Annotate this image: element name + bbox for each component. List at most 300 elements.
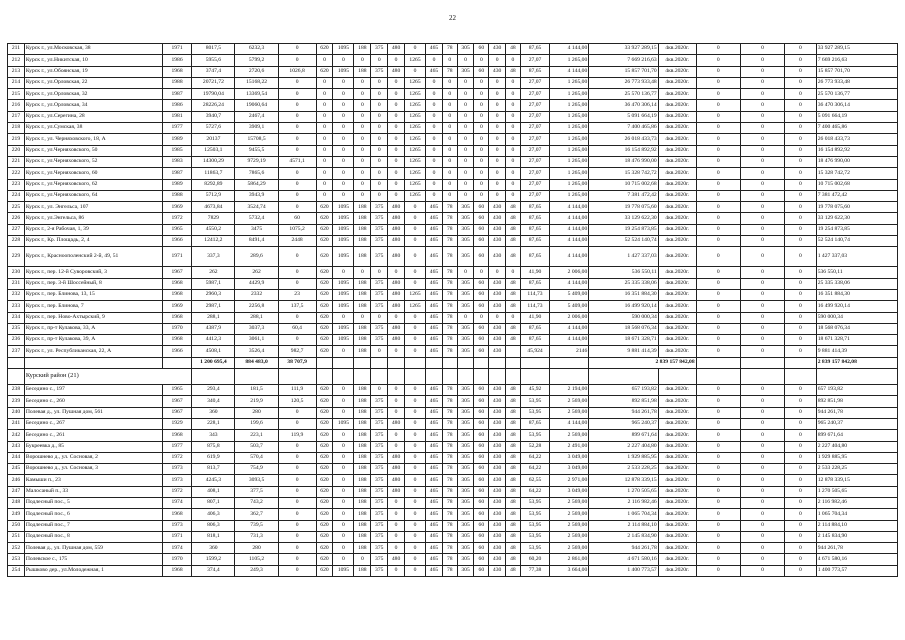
cell-cost-foundation: 0 bbox=[489, 145, 506, 156]
cell-fund-regional: 0 bbox=[696, 475, 740, 486]
cell-cost-foundation: 430 bbox=[489, 335, 506, 346]
cell-living-area: 199,6 bbox=[235, 418, 278, 429]
cell-nonliving-area: 119,9 bbox=[278, 430, 316, 441]
cell-fund-regional: 0 bbox=[696, 441, 740, 452]
cell-total-cost: 25 570 136,77 bbox=[589, 89, 659, 100]
cell-row-number: 227 bbox=[8, 224, 25, 235]
cell-cost-foundation: 0 bbox=[489, 312, 506, 323]
cell-cost-water-hot: 0 bbox=[426, 168, 443, 179]
cell-total-area: 5712,9 bbox=[192, 190, 235, 201]
cell-total-area: 262 bbox=[192, 267, 235, 278]
cell-cost-gas: 78 bbox=[442, 289, 457, 300]
cell-cost-foundation: 430 bbox=[489, 452, 506, 463]
cell-nonliving-area: 0 bbox=[278, 267, 316, 278]
cell-fund-local: 0 bbox=[740, 396, 784, 407]
cell-nonliving-area: 0 bbox=[278, 509, 316, 520]
cell-cost-sewer: 0 bbox=[457, 89, 474, 100]
cell-cost-other: 48 bbox=[506, 565, 521, 576]
cell-cost-basement: 0 bbox=[474, 267, 489, 278]
cell-cost-basement: 0 bbox=[474, 89, 489, 100]
cell-row-number: 250 bbox=[8, 520, 25, 531]
cell-cost-sewer: 305 bbox=[457, 66, 474, 77]
cell-fund-local: 0 bbox=[740, 156, 784, 167]
cell-fund-owner: 0 bbox=[785, 134, 817, 145]
cell-unit-cost: 27,07 bbox=[520, 100, 549, 111]
cell-living-area: 219,9 bbox=[235, 396, 278, 407]
cell-cost-elevator: 0 bbox=[404, 385, 425, 396]
cell-cost-heat: 375 bbox=[371, 247, 388, 267]
cell-fund-local: 0 bbox=[740, 55, 784, 66]
cell-cost-sewer: 305 bbox=[457, 278, 474, 289]
cell-cost-elevator: 0 bbox=[404, 475, 425, 486]
cell-address: Курск г., ул.Московская, 38 bbox=[24, 44, 162, 55]
cell-cost-facade: 0 bbox=[333, 77, 354, 88]
cell-cost-facade: 1095 bbox=[333, 301, 354, 312]
cell-cost-facade: 0 bbox=[333, 452, 354, 463]
cell-total-area: 408,1 bbox=[192, 486, 235, 497]
cell-build-year: 1974 bbox=[162, 543, 191, 554]
cell-cost-elevator: 1265 bbox=[404, 100, 425, 111]
cell-unit-cost: 53,95 bbox=[520, 531, 549, 542]
cell-cost-other: 0 bbox=[506, 156, 521, 167]
cell-cost-other: 48 bbox=[506, 396, 521, 407]
cell-fund-local: 0 bbox=[740, 123, 784, 134]
cell-cost-gas: 78 bbox=[442, 335, 457, 346]
cell-build-year: 1970 bbox=[162, 323, 191, 334]
total-living-area: 884 483,0 bbox=[235, 357, 278, 368]
cell-nonliving-area: 0 bbox=[278, 111, 316, 122]
cell-build-year: 1968 bbox=[162, 509, 191, 520]
cell-cost-water-hot: 0 bbox=[426, 145, 443, 156]
cell-fund-total: 25 335 338,06 bbox=[816, 278, 897, 289]
cell-nonliving-area: 0 bbox=[278, 543, 316, 554]
cell-row-number: 252 bbox=[8, 543, 25, 554]
cell-cost-water-cold: 0 bbox=[388, 543, 405, 554]
cell-total-cost: 12 878 339,15 bbox=[589, 475, 659, 486]
cell-build-year: 1972 bbox=[162, 452, 191, 463]
cell-cost-foundation: 0 bbox=[489, 190, 506, 201]
cell-total-area: 228,1 bbox=[192, 418, 235, 429]
table-row bbox=[8, 554, 898, 565]
cell-cost-sewer: 305 bbox=[457, 202, 474, 213]
cell-living-area: 249,3 bbox=[235, 565, 278, 576]
cell-deadline: 4кв.2020г. bbox=[658, 247, 696, 267]
cell-fund-total: 2 227 404,80 bbox=[816, 441, 897, 452]
cell-fund-regional: 0 bbox=[696, 44, 740, 55]
cell-cost-other: 0 bbox=[506, 179, 521, 190]
cell-address: Курск г., ул.Сумская, 38 bbox=[24, 123, 162, 134]
cell-living-area: 5799,2 bbox=[235, 55, 278, 66]
cell-cost-roof: 620 bbox=[316, 554, 333, 565]
cell-fund-total: 16 154 892,92 bbox=[816, 145, 897, 156]
cell-cost-per-sqm: 2 569,00 bbox=[550, 497, 589, 508]
cell-unit-cost: 87,65 bbox=[520, 335, 549, 346]
table-row bbox=[8, 168, 898, 179]
cell-cost-foundation: 430 bbox=[489, 346, 506, 357]
cell-fund-regional: 0 bbox=[696, 213, 740, 224]
cell-fund-owner: 0 bbox=[785, 55, 817, 66]
cell-cost-water-cold: 480 bbox=[388, 464, 405, 475]
cell-build-year: 1966 bbox=[162, 346, 191, 357]
cell-cost-electric: 188 bbox=[354, 543, 371, 554]
cell-cost-per-sqm: 4 144,00 bbox=[550, 224, 589, 235]
cell-cost-per-sqm: 2 194,00 bbox=[550, 385, 589, 396]
cell-fund-local: 0 bbox=[740, 385, 784, 396]
cell-cost-sewer: 305 bbox=[457, 486, 474, 497]
cell-cost-gas: 78 bbox=[442, 520, 457, 531]
cell-unit-cost: 53,95 bbox=[520, 509, 549, 520]
cell-unit-cost: 53,95 bbox=[520, 497, 549, 508]
total-row bbox=[8, 357, 898, 368]
cell-cost-heat: 375 bbox=[371, 224, 388, 235]
cell-cost-roof: 620 bbox=[316, 452, 333, 463]
cell-total-area: 288,1 bbox=[192, 312, 235, 323]
cell-total-cost: 1 400 773,57 bbox=[589, 565, 659, 576]
cell-fund-owner: 0 bbox=[785, 190, 817, 201]
cell-cost-water-hot: 465 bbox=[426, 385, 443, 396]
cell-cost-water-hot: 465 bbox=[426, 66, 443, 77]
cell-cost-gas: 0 bbox=[442, 100, 457, 111]
cell-cost-water-cold: 480 bbox=[388, 202, 405, 213]
cell-cost-gas: 78 bbox=[442, 543, 457, 554]
cell-nonliving-area: 4571,1 bbox=[278, 156, 316, 167]
cell-cost-per-sqm: 2 971,00 bbox=[550, 475, 589, 486]
cell-cost-electric: 0 bbox=[354, 312, 371, 323]
cell-row-number: 248 bbox=[8, 497, 25, 508]
cell-living-area: 3943,9 bbox=[235, 190, 278, 201]
section-header-row bbox=[8, 369, 898, 385]
cell-fund-owner: 0 bbox=[785, 565, 817, 576]
table-row bbox=[8, 475, 898, 486]
cell-deadline: 4кв.2020г. bbox=[658, 156, 696, 167]
cell-row-number: 232 bbox=[8, 289, 25, 300]
cell-cost-basement: 60 bbox=[474, 441, 489, 452]
cell-cost-water-hot: 465 bbox=[426, 247, 443, 267]
cell-cost-per-sqm: 3 049,00 bbox=[550, 464, 589, 475]
cell-cost-elevator: 0 bbox=[404, 224, 425, 235]
cell-cost-heat: 375 bbox=[371, 323, 388, 334]
cell-cost-roof: 620 bbox=[316, 289, 333, 300]
cell-cost-electric: 0 bbox=[354, 89, 371, 100]
table-row bbox=[8, 179, 898, 190]
cell-total-area: 4387,9 bbox=[192, 323, 235, 334]
cell-fund-local: 0 bbox=[740, 407, 784, 418]
cell-address: Курск г., пер. Ново-Ахтырский, 9 bbox=[24, 312, 162, 323]
cell-cost-basement: 60 bbox=[474, 497, 489, 508]
cell-fund-owner: 0 bbox=[785, 509, 817, 520]
cell-cost-per-sqm: 1 265,00 bbox=[550, 134, 589, 145]
cell-build-year: 1987 bbox=[162, 89, 191, 100]
cell-cost-water-cold: 0 bbox=[388, 267, 405, 278]
cell-cost-water-cold: 0 bbox=[388, 407, 405, 418]
cell-cost-water-hot: 465 bbox=[426, 213, 443, 224]
cell-deadline: 4кв.2020г. bbox=[658, 543, 696, 554]
cell-cost-per-sqm: 2 569,00 bbox=[550, 520, 589, 531]
cell-fund-local: 0 bbox=[740, 247, 784, 267]
cell-fund-regional: 0 bbox=[696, 520, 740, 531]
cell-living-area: 280 bbox=[235, 543, 278, 554]
cell-cost-per-sqm: 1 265,00 bbox=[550, 123, 589, 134]
cell-cost-roof: 0 bbox=[316, 179, 333, 190]
cell-total-area: 818,1 bbox=[192, 531, 235, 542]
page-number: 22 bbox=[449, 14, 456, 22]
cell-cost-facade: 0 bbox=[333, 441, 354, 452]
cell-row-number: 223 bbox=[8, 179, 25, 190]
cell-deadline: 4кв.2020г. bbox=[658, 111, 696, 122]
cell-fund-local: 0 bbox=[740, 486, 784, 497]
cell-cost-water-hot: 465 bbox=[426, 475, 443, 486]
cell-cost-facade: 0 bbox=[333, 531, 354, 542]
cell-cost-sewer: 0 bbox=[457, 156, 474, 167]
cell-cost-other: 48 bbox=[506, 301, 521, 312]
cell-fund-regional: 0 bbox=[696, 497, 740, 508]
cell-living-area: 9729,19 bbox=[235, 156, 278, 167]
cell-cost-facade: 0 bbox=[333, 486, 354, 497]
cell-cost-electric: 188 bbox=[354, 565, 371, 576]
table-row bbox=[8, 452, 898, 463]
cell-cost-electric: 0 bbox=[354, 267, 371, 278]
cell-cost-water-cold: 480 bbox=[388, 475, 405, 486]
table-row bbox=[8, 134, 898, 145]
cell-fund-regional: 0 bbox=[696, 554, 740, 565]
cell-cost-per-sqm: 3 664,00 bbox=[550, 565, 589, 576]
cell-row-number: 231 bbox=[8, 278, 25, 289]
cell-cost-heat: 375 bbox=[371, 441, 388, 452]
cell-cost-foundation: 0 bbox=[489, 123, 506, 134]
cell-cost-gas: 0 bbox=[442, 55, 457, 66]
cell-cost-foundation: 430 bbox=[489, 464, 506, 475]
cell-cost-basement: 60 bbox=[474, 301, 489, 312]
total-area: 1 200 695,4 bbox=[192, 357, 235, 368]
cell-build-year: 1968 bbox=[162, 66, 191, 77]
cell-cost-roof: 620 bbox=[316, 247, 333, 267]
cell-total-area: 340,4 bbox=[192, 396, 235, 407]
cell-cost-electric: 188 bbox=[354, 407, 371, 418]
table-row bbox=[8, 385, 898, 396]
cell-nonliving-area: 0 bbox=[278, 335, 316, 346]
cell-nonliving-area: 0 bbox=[278, 202, 316, 213]
cell-fund-regional: 0 bbox=[696, 430, 740, 441]
cell-unit-cost: 62,55 bbox=[520, 475, 549, 486]
cell-cost-sewer: 305 bbox=[457, 464, 474, 475]
cell-cost-foundation: 430 bbox=[489, 418, 506, 429]
cell-cost-elevator: 0 bbox=[404, 396, 425, 407]
cell-total-cost: 52 524 140,74 bbox=[589, 236, 659, 247]
cell-fund-local: 0 bbox=[740, 44, 784, 55]
cell-cost-water-hot: 465 bbox=[426, 430, 443, 441]
cell-cost-gas: 78 bbox=[442, 407, 457, 418]
cell-cost-basement: 60 bbox=[474, 385, 489, 396]
cell-unit-cost: 27,07 bbox=[520, 89, 549, 100]
cell-cost-roof: 0 bbox=[316, 145, 333, 156]
cell-unit-cost: 87,65 bbox=[520, 66, 549, 77]
cell-cost-other: 48 bbox=[506, 464, 521, 475]
cell-fund-local: 0 bbox=[740, 312, 784, 323]
cell-cost-facade: 1095 bbox=[333, 224, 354, 235]
cell-cost-facade: 0 bbox=[333, 464, 354, 475]
cell-living-area: 377,5 bbox=[235, 486, 278, 497]
cell-nonliving-area: 0 bbox=[278, 168, 316, 179]
cell-unit-cost: 87,65 bbox=[520, 236, 549, 247]
cell-total-cost: 2 145 834,90 bbox=[589, 531, 659, 542]
cell-cost-water-cold: 0 bbox=[388, 179, 405, 190]
cell-fund-total: 5 091 664,19 bbox=[816, 111, 897, 122]
cell-cost-heat: 0 bbox=[371, 145, 388, 156]
table-row bbox=[8, 278, 898, 289]
cell-cost-roof: 620 bbox=[316, 224, 333, 235]
cell-total-cost: 1 065 704,34 bbox=[589, 509, 659, 520]
cell-cost-per-sqm: 4 144,00 bbox=[550, 202, 589, 213]
cell-fund-owner: 0 bbox=[785, 385, 817, 396]
table-row bbox=[8, 418, 898, 429]
cell-cost-elevator: 1265 bbox=[404, 123, 425, 134]
cell-unit-cost: 53,95 bbox=[520, 520, 549, 531]
cell-cost-water-cold: 0 bbox=[388, 520, 405, 531]
cell-cost-gas: 78 bbox=[442, 554, 457, 565]
cell-cost-electric: 188 bbox=[354, 464, 371, 475]
cell-cost-roof: 620 bbox=[316, 486, 333, 497]
cell-cost-heat: 375 bbox=[371, 66, 388, 77]
cell-total-cost: 18 671 328,71 bbox=[589, 335, 659, 346]
cell-cost-facade: 1095 bbox=[333, 289, 354, 300]
cell-fund-local: 0 bbox=[740, 278, 784, 289]
cell-unit-cost: 64,22 bbox=[520, 486, 549, 497]
cell-cost-water-hot: 465 bbox=[426, 497, 443, 508]
cell-unit-cost: 60,20 bbox=[520, 554, 549, 565]
cell-nonliving-area: 0 bbox=[278, 312, 316, 323]
cell-cost-other: 48 bbox=[506, 486, 521, 497]
cell-cost-water-cold: 0 bbox=[388, 385, 405, 396]
cell-cost-water-cold: 480 bbox=[388, 418, 405, 429]
cell-fund-total: 944 261,78 bbox=[816, 407, 897, 418]
cell-cost-sewer: 0 bbox=[457, 134, 474, 145]
cell-cost-elevator: 1265 bbox=[404, 77, 425, 88]
cell-cost-elevator: 0 bbox=[404, 554, 425, 565]
cell-fund-total: 1 929 885,95 bbox=[816, 452, 897, 463]
cell-fund-owner: 0 bbox=[785, 497, 817, 508]
cell-cost-facade: 0 bbox=[333, 554, 354, 565]
cell-fund-local: 0 bbox=[740, 168, 784, 179]
cell-cost-electric: 0 bbox=[354, 168, 371, 179]
cell-living-area: 3061,1 bbox=[235, 335, 278, 346]
table-row bbox=[8, 441, 898, 452]
cell-address: Беседино с., 197 bbox=[24, 385, 162, 396]
cell-cost-water-hot: 465 bbox=[426, 452, 443, 463]
cell-cost-other: 48 bbox=[506, 531, 521, 542]
cell-fund-regional: 0 bbox=[696, 346, 740, 357]
cell-row-number: 230 bbox=[8, 267, 25, 278]
cell-cost-elevator: 1265 bbox=[404, 89, 425, 100]
cell-nonliving-area: 0 bbox=[278, 418, 316, 429]
cell-living-area: 7865,6 bbox=[235, 168, 278, 179]
cell-fund-total: 899 671,64 bbox=[816, 430, 897, 441]
cell-deadline: 4кв.2020г. bbox=[658, 396, 696, 407]
cell-total-area: 5955,6 bbox=[192, 55, 235, 66]
cell-fund-local: 0 bbox=[740, 134, 784, 145]
cell-living-area: 223,1 bbox=[235, 430, 278, 441]
cell-cost-water-cold: 0 bbox=[388, 346, 405, 357]
cell-fund-regional: 0 bbox=[696, 100, 740, 111]
cell-row-number: 242 bbox=[8, 430, 25, 441]
cell-cost-gas: 78 bbox=[442, 301, 457, 312]
cell-nonliving-area: 0 bbox=[278, 497, 316, 508]
cell-cost-electric: 0 bbox=[354, 190, 371, 201]
cell-deadline: 4кв.2020г. bbox=[658, 475, 696, 486]
cell-cost-basement: 60 bbox=[474, 202, 489, 213]
cell-row-number: 229 bbox=[8, 247, 25, 267]
cell-cost-other: 48 bbox=[506, 202, 521, 213]
cell-build-year: 1974 bbox=[162, 497, 191, 508]
cell-cost-facade: 0 bbox=[333, 396, 354, 407]
cell-total-area: 2960,3 bbox=[192, 289, 235, 300]
cell-cost-sewer: 305 bbox=[457, 236, 474, 247]
cell-deadline: 4кв.2020г. bbox=[658, 89, 696, 100]
cell-total-cost: 16 351 884,30 bbox=[589, 289, 659, 300]
cell-living-area: 503,7 bbox=[235, 441, 278, 452]
cell-cost-roof: 620 bbox=[316, 278, 333, 289]
cell-fund-owner: 0 bbox=[785, 486, 817, 497]
cell-cost-sewer: 305 bbox=[457, 247, 474, 267]
cell-build-year: 1972 bbox=[162, 213, 191, 224]
cell-unit-cost: 27,07 bbox=[520, 145, 549, 156]
cell-cost-electric: 188 bbox=[354, 486, 371, 497]
cell-deadline: 4кв.2020г. bbox=[658, 554, 696, 565]
cell-living-area: 743,2 bbox=[235, 497, 278, 508]
cell-total-area: 343 bbox=[192, 430, 235, 441]
cell-deadline: 4кв.2020г. bbox=[658, 430, 696, 441]
cell-fund-owner: 0 bbox=[785, 301, 817, 312]
cell-cost-other: 0 bbox=[506, 168, 521, 179]
cell-unit-cost: 27,07 bbox=[520, 111, 549, 122]
cell-deadline: 4кв.2020г. bbox=[658, 190, 696, 201]
cell-address: Полевское с., 175 bbox=[24, 554, 162, 565]
cell-fund-total: 16 351 884,30 bbox=[816, 289, 897, 300]
cell-address: Курск г., ул.Черняховского, 64 bbox=[24, 190, 162, 201]
cell-deadline: 4кв.2020г. bbox=[658, 520, 696, 531]
cell-address: Малосаный п., 33 bbox=[24, 486, 162, 497]
cell-cost-foundation: 430 bbox=[489, 66, 506, 77]
cell-address: Курск г., ул.Черняховского, 52 bbox=[24, 156, 162, 167]
cell-row-number: 249 bbox=[8, 509, 25, 520]
cell-fund-total: 52 524 140,74 bbox=[816, 236, 897, 247]
cell-cost-roof: 0 bbox=[316, 156, 333, 167]
cell-total-area: 4245,3 bbox=[192, 475, 235, 486]
cell-living-area: 289,6 bbox=[235, 247, 278, 267]
cell-cost-heat: 375 bbox=[371, 497, 388, 508]
cell-fund-regional: 0 bbox=[696, 464, 740, 475]
cell-fund-regional: 0 bbox=[696, 247, 740, 267]
cell-cost-basement: 60 bbox=[474, 418, 489, 429]
cell-deadline: 4кв.2020г. bbox=[658, 385, 696, 396]
cell-cost-sewer: 305 bbox=[457, 213, 474, 224]
cell-living-area: 181,5 bbox=[235, 385, 278, 396]
cell-cost-facade: 1095 bbox=[333, 565, 354, 576]
cell-fund-owner: 0 bbox=[785, 100, 817, 111]
cell-cost-foundation: 430 bbox=[489, 520, 506, 531]
table-row bbox=[8, 267, 898, 278]
cell-build-year: 1972 bbox=[162, 486, 191, 497]
cell-cost-water-hot: 0 bbox=[426, 55, 443, 66]
cell-build-year: 1968 bbox=[162, 289, 191, 300]
cell-address: Курск г., пер. 3-й Шоссейный, 8 bbox=[24, 278, 162, 289]
cell-cost-per-sqm: 2 569,00 bbox=[550, 509, 589, 520]
cell-deadline: 4кв.2020г. bbox=[658, 301, 696, 312]
cell-cost-foundation: 430 bbox=[489, 236, 506, 247]
cell-cost-elevator: 0 bbox=[404, 430, 425, 441]
cell-cost-heat: 375 bbox=[371, 565, 388, 576]
cell-address: Курск г., пер. Блинова, 13, 15 bbox=[24, 289, 162, 300]
cell-cost-roof: 620 bbox=[316, 335, 333, 346]
